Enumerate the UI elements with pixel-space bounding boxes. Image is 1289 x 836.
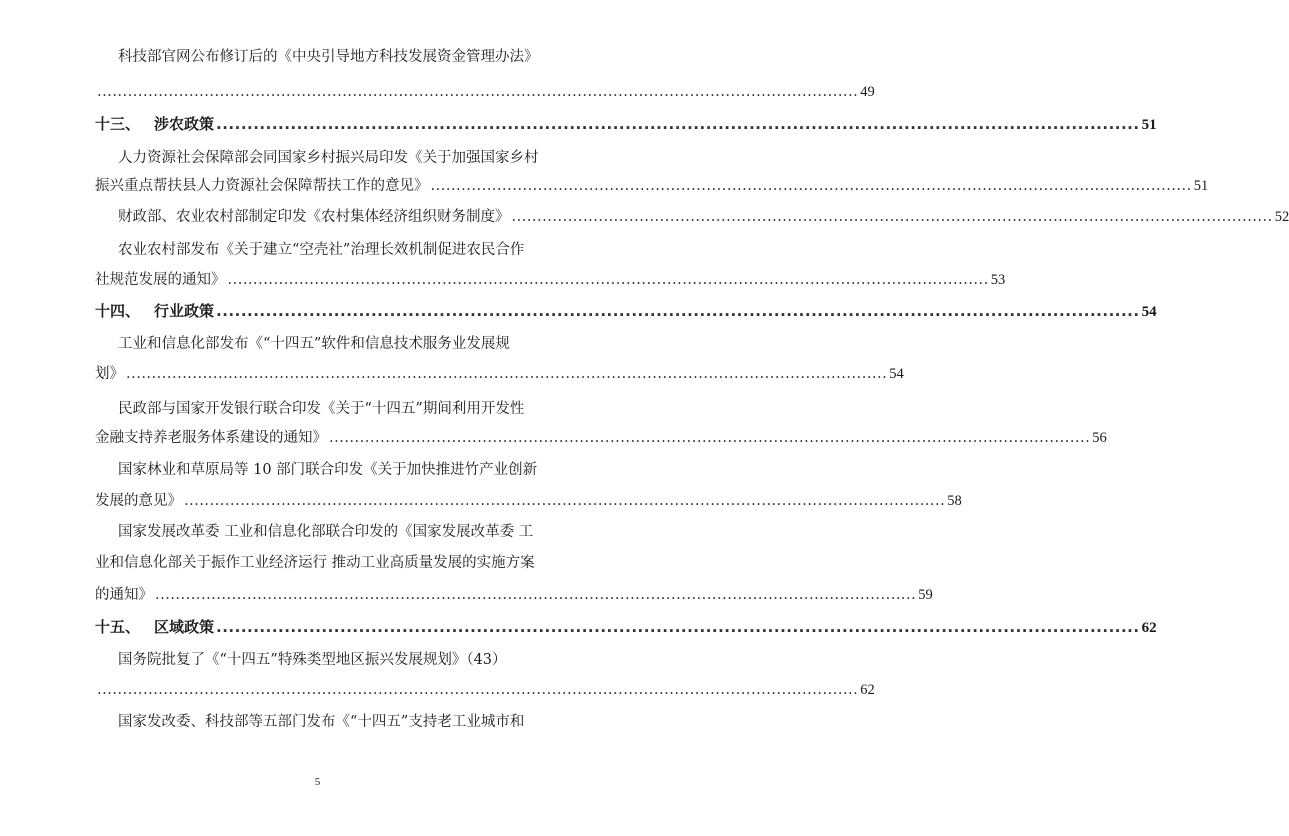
page-number: 54: [1141, 304, 1157, 320]
heading-number: 十五、: [95, 618, 141, 636]
toc-entry[interactable]: [118, 45, 572, 69]
heading-text: 涉农政策: [154, 115, 215, 133]
entry-text: 民政部与国家开发银行联合印发《关于“十四五”期间利用开发性: [118, 401, 525, 417]
toc-heading[interactable]: [95, 615, 1157, 639]
toc-entry[interactable]: [118, 238, 572, 262]
entry-text: 业和信息化部关于振作工业经济运行 推动工业高质量发展的实施方案: [95, 555, 535, 571]
toc-entry[interactable]: [118, 146, 572, 170]
toc-entry[interactable]: [95, 583, 933, 607]
dot-leader: .....................................................................................................................................................: [511, 209, 1273, 225]
entry-text: 国家发改委、科技部等五部门发布《“十四五”支持老工业城市和: [118, 714, 525, 730]
entry-text: 社规范发展的通知》: [95, 272, 226, 288]
entry-text: 金融支持养老服务体系建设的通知》: [95, 430, 327, 446]
page-number: 62: [1141, 620, 1157, 636]
heading-text: 区域政策: [154, 618, 215, 636]
page-number: 54: [889, 366, 904, 382]
page-number: 52: [1274, 209, 1289, 225]
page-number: 56: [1092, 430, 1107, 446]
page-number: 53: [990, 272, 1006, 288]
toc-entry[interactable]: [118, 332, 572, 356]
entry-text: 人力资源社会保障部会同国家乡村振兴局印发《关于加强国家乡村: [118, 150, 539, 166]
dot-leader: .....................................................................................................................................................: [126, 366, 888, 382]
dot-leader: .....................................................................................................................................................: [97, 682, 859, 698]
toc-entry[interactable]: [95, 362, 904, 386]
page-number: 59: [918, 587, 933, 603]
entry-text: 发展的意见》: [95, 493, 182, 509]
page-number: 51: [1141, 117, 1157, 133]
entry-text: 科技部官网公布修订后的《中央引导地方科技发展资金管理办法》: [118, 49, 539, 65]
toc-entry[interactable]: [95, 489, 962, 513]
dot-leader: .....................................................................................................................................................: [216, 302, 1140, 320]
dot-leader: .....................................................................................................................................................: [216, 618, 1140, 636]
entry-text: 财政部、农业农村部制定印发《农村集体经济组织财务制度》: [118, 209, 510, 225]
toc-entry[interactable]: [95, 80, 875, 104]
toc-entry[interactable]: [118, 205, 1289, 229]
page-footer-number: 5: [314, 776, 321, 788]
toc-entry[interactable]: [95, 174, 1209, 198]
dot-leader: .....................................................................................................................................................: [227, 272, 989, 288]
dot-leader: .....................................................................................................................................................: [430, 178, 1192, 194]
page-number: 62: [860, 682, 875, 698]
toc-entry[interactable]: [118, 458, 572, 482]
dot-leader: .....................................................................................................................................................: [216, 115, 1140, 133]
entry-text: 国务院批复了《“十四五”特殊类型地区振兴发展规划》（43）: [118, 652, 507, 668]
toc-entry[interactable]: [118, 520, 572, 544]
heading-text: 行业政策: [154, 302, 215, 320]
page-number: 58: [947, 493, 962, 509]
dot-leader: .....................................................................................................................................................: [97, 84, 859, 100]
toc-entry[interactable]: [95, 426, 1107, 450]
toc-entry[interactable]: [118, 710, 572, 734]
toc-entry[interactable]: [118, 648, 572, 672]
toc-entry[interactable]: [95, 678, 875, 702]
toc-entry[interactable]: [95, 268, 1006, 292]
dot-leader: .....................................................................................................................................................: [155, 587, 917, 603]
page-number: 51: [1193, 178, 1209, 194]
toc-heading[interactable]: [95, 299, 1157, 323]
entry-text: 工业和信息化部发布《“十四五”软件和信息技术服务业发展规: [118, 336, 510, 352]
toc-entry[interactable]: [118, 397, 572, 421]
entry-text: 振兴重点帮扶县人力资源社会保障帮扶工作的意见》: [95, 178, 429, 194]
heading-number: 十三、: [95, 115, 141, 133]
entry-text: 划》: [95, 366, 124, 382]
entry-text: 农业农村部发布《关于建立“空壳社”治理长效机制促进农民合作: [118, 242, 525, 258]
entry-text: 的通知》: [95, 587, 153, 603]
toc-heading[interactable]: [95, 112, 1157, 136]
dot-leader: .....................................................................................................................................................: [329, 430, 1091, 446]
entry-text: 国家发展改革委 工业和信息化部联合印发的《国家发展改革委 工: [118, 524, 534, 540]
page-number: 49: [860, 84, 875, 100]
dot-leader: .....................................................................................................................................................: [184, 493, 946, 509]
entry-text: 国家林业和草原局等 10 部门联合印发《关于加快推进竹产业创新: [118, 462, 538, 478]
heading-number: 十四、: [95, 302, 141, 320]
toc-entry[interactable]: [95, 551, 572, 575]
